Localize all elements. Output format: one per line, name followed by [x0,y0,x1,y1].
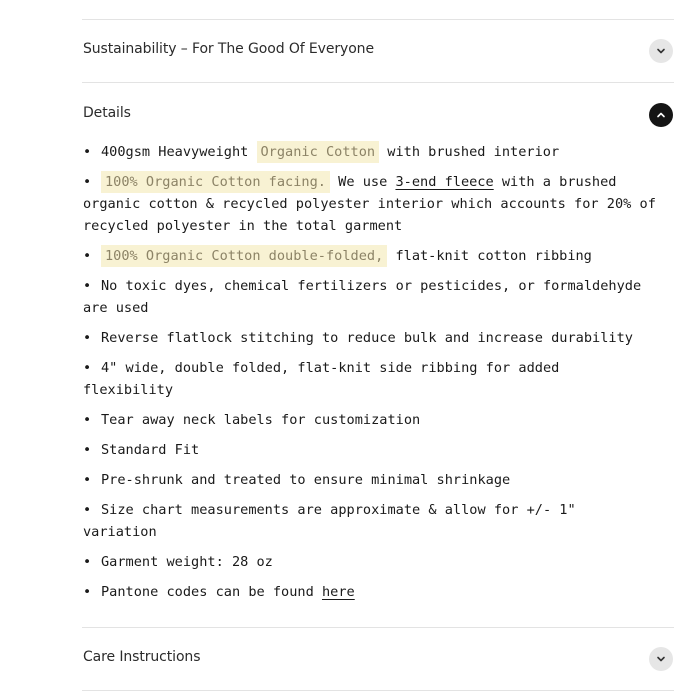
details-list [83,141,657,611]
list-item [83,141,657,163]
chevron-down-icon[interactable] [649,647,673,671]
bullet: • [83,502,92,518]
bullet: • [83,144,92,160]
divider-bottom [82,690,674,691]
sustainability-title[interactable]: Sustainability – For The Good Of Everyone [83,41,374,57]
highlight-text: 100% Organic Cotton double-folded, [101,245,387,267]
care-title[interactable]: Care Instructions [83,649,201,665]
item-text: We use [329,174,396,190]
list-item [83,439,657,461]
bullet: • [83,360,92,376]
item-text: flat-knit cotton ribbing [387,248,592,264]
highlight-text: Organic Cotton [257,141,380,163]
list-item [83,245,657,267]
bullet: • [83,442,92,458]
list-item [83,357,657,401]
list-item [83,551,657,573]
list-item [83,327,657,349]
divider-top [82,19,674,20]
pantone-link[interactable]: here [321,584,355,600]
list-item [83,275,657,319]
details-title[interactable]: Details [83,105,131,121]
item-text: No toxic dyes, chemical fertilizers or pesticides, or formaldehyde are used [83,278,642,316]
item-text: with a brushed organic cotton & recycled polyester interior which accounts for 20% of recycled polyester in the total garment [83,174,656,234]
list-item [83,171,657,237]
bullet: • [83,278,92,294]
list-item [83,581,657,603]
fleece-link[interactable]: 3-end fleece [395,174,494,190]
bullet: • [83,248,92,264]
item-text: Standard Fit [101,442,200,458]
list-item [83,409,657,431]
chevron-up-icon[interactable] [649,103,673,127]
highlight-text: 100% Organic Cotton facing. [101,171,330,193]
bullet: • [83,554,92,570]
item-text: 400gsm Heavyweight [101,144,257,160]
item-text: 4" wide, double folded, flat-knit side ribbing for added flexibility [83,360,560,398]
bullet: • [83,472,92,488]
item-text: Pantone codes can be found [101,584,322,600]
divider [82,82,674,83]
list-item [83,469,657,491]
item-text: Size chart measurements are approximate & allow for +/- 1" variation [83,502,576,540]
item-text: Reverse flatlock stitching to reduce bulk and increase durability [101,330,633,346]
chevron-down-icon[interactable] [649,39,673,63]
divider [82,627,674,628]
item-text: Garment weight: 28 oz [101,554,273,570]
bullet: • [83,330,92,346]
bullet: • [83,412,92,428]
bullet: • [83,174,92,190]
item-text: with brushed interior [379,144,560,160]
bullet: • [83,584,92,600]
item-text: Pre-shrunk and treated to ensure minimal shrinkage [101,472,511,488]
list-item [83,499,657,543]
item-text: Tear away neck labels for customization [101,412,421,428]
